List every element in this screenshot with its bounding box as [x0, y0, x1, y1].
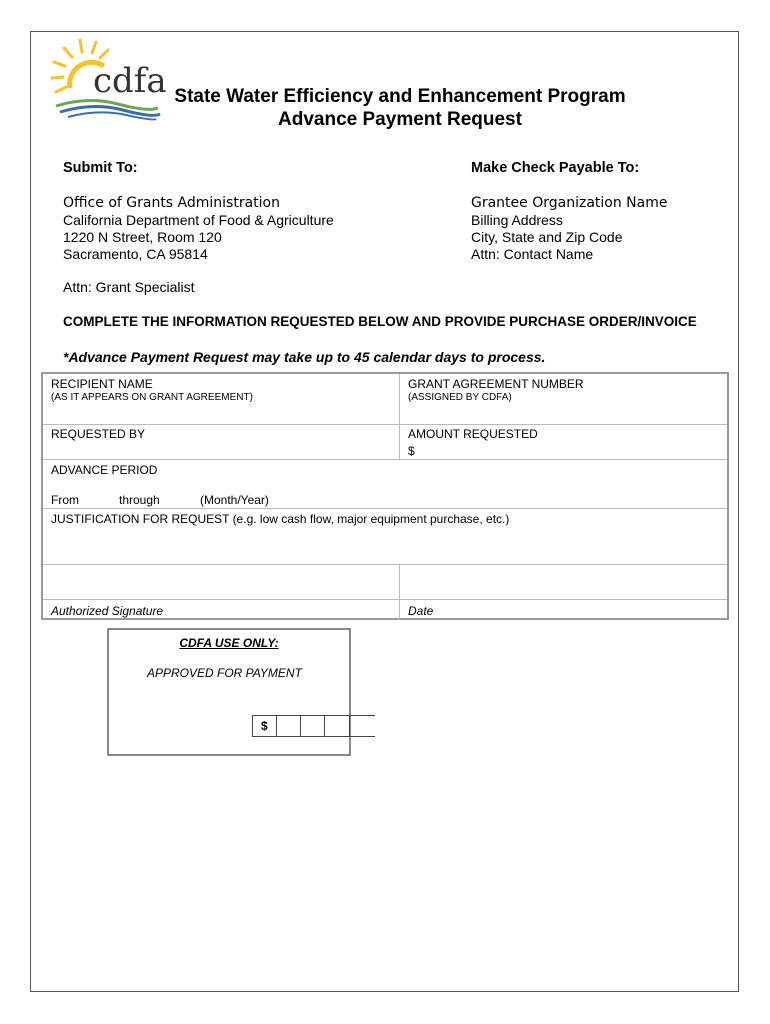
payable-to-line: Billing Address — [471, 212, 563, 228]
grant-number-label: GRANT AGREEMENT NUMBER — [408, 377, 584, 391]
divider — [43, 599, 727, 600]
title-line-1: State Water Efficiency and Enhancement Program — [174, 86, 626, 107]
from-label: From — [51, 493, 79, 507]
advance-period-label: ADVANCE PERIOD — [51, 463, 158, 477]
logo-wordmark: cdfa — [93, 61, 167, 101]
submit-to-line: Sacramento, CA 95814 — [63, 246, 208, 262]
month-year-label: (Month/Year) — [200, 493, 269, 507]
justification-label: JUSTIFICATION FOR REQUEST (e.g. low cash flow, major equipment purchase, etc.) — [51, 512, 510, 526]
divider — [43, 459, 727, 460]
amount-cell[interactable] — [276, 715, 301, 737]
request-form — [41, 372, 729, 620]
amount-cell[interactable] — [349, 715, 375, 737]
amount-requested-label: AMOUNT REQUESTED — [408, 427, 538, 441]
recipient-name-label: RECIPIENT NAME — [51, 377, 153, 391]
submit-to-heading: Submit To: — [63, 160, 138, 176]
grant-number-sublabel: (ASSIGNED BY CDFA) — [408, 392, 512, 403]
amount-cell[interactable] — [300, 715, 325, 737]
submit-to-line: California Department of Food & Agriculture — [63, 212, 334, 228]
approved-for-payment-label: APPROVED FOR PAYMENT — [147, 666, 302, 680]
divider — [399, 374, 400, 459]
submit-to-address — [63, 195, 334, 263]
submit-to-line: 1220 N Street, Room 120 — [63, 229, 222, 245]
attn-line: Attn: Grant Specialist — [63, 279, 195, 295]
divider — [43, 508, 727, 509]
through-label: through — [119, 493, 160, 507]
submit-to-line: Office of Grants Administration — [63, 195, 280, 211]
payable-to-line: Grantee Organization Name — [471, 195, 668, 211]
approved-dollar-sign: $ — [261, 719, 268, 733]
advance-note: *Advance Payment Request may take up to 45 calendar days to process. — [63, 349, 546, 365]
amount-cell[interactable] — [324, 715, 350, 737]
signature-label: Authorized Signature — [51, 604, 164, 618]
divider — [399, 564, 400, 620]
cdfa-use-only-title: CDFA USE ONLY: — [179, 636, 279, 650]
amount-dollar-sign: $ — [408, 444, 415, 458]
payable-to-address — [471, 195, 667, 263]
recipient-name-sublabel: (AS IT APPEARS ON GRANT AGREEMENT) — [51, 392, 253, 403]
complete-instructions: COMPLETE THE INFORMATION REQUESTED BELOW AND PROVIDE PURCHASE ORDER/INVOICE — [63, 314, 697, 329]
date-label: Date — [408, 604, 434, 618]
title-line-2: Advance Payment Request — [278, 109, 522, 130]
divider — [43, 424, 727, 425]
requested-by-label: REQUESTED BY — [51, 427, 146, 441]
divider — [43, 564, 727, 565]
payable-to-line: Attn: Contact Name — [471, 246, 594, 262]
payable-to-line: City, State and Zip Code — [471, 229, 623, 245]
payable-to-heading: Make Check Payable To: — [471, 160, 640, 176]
